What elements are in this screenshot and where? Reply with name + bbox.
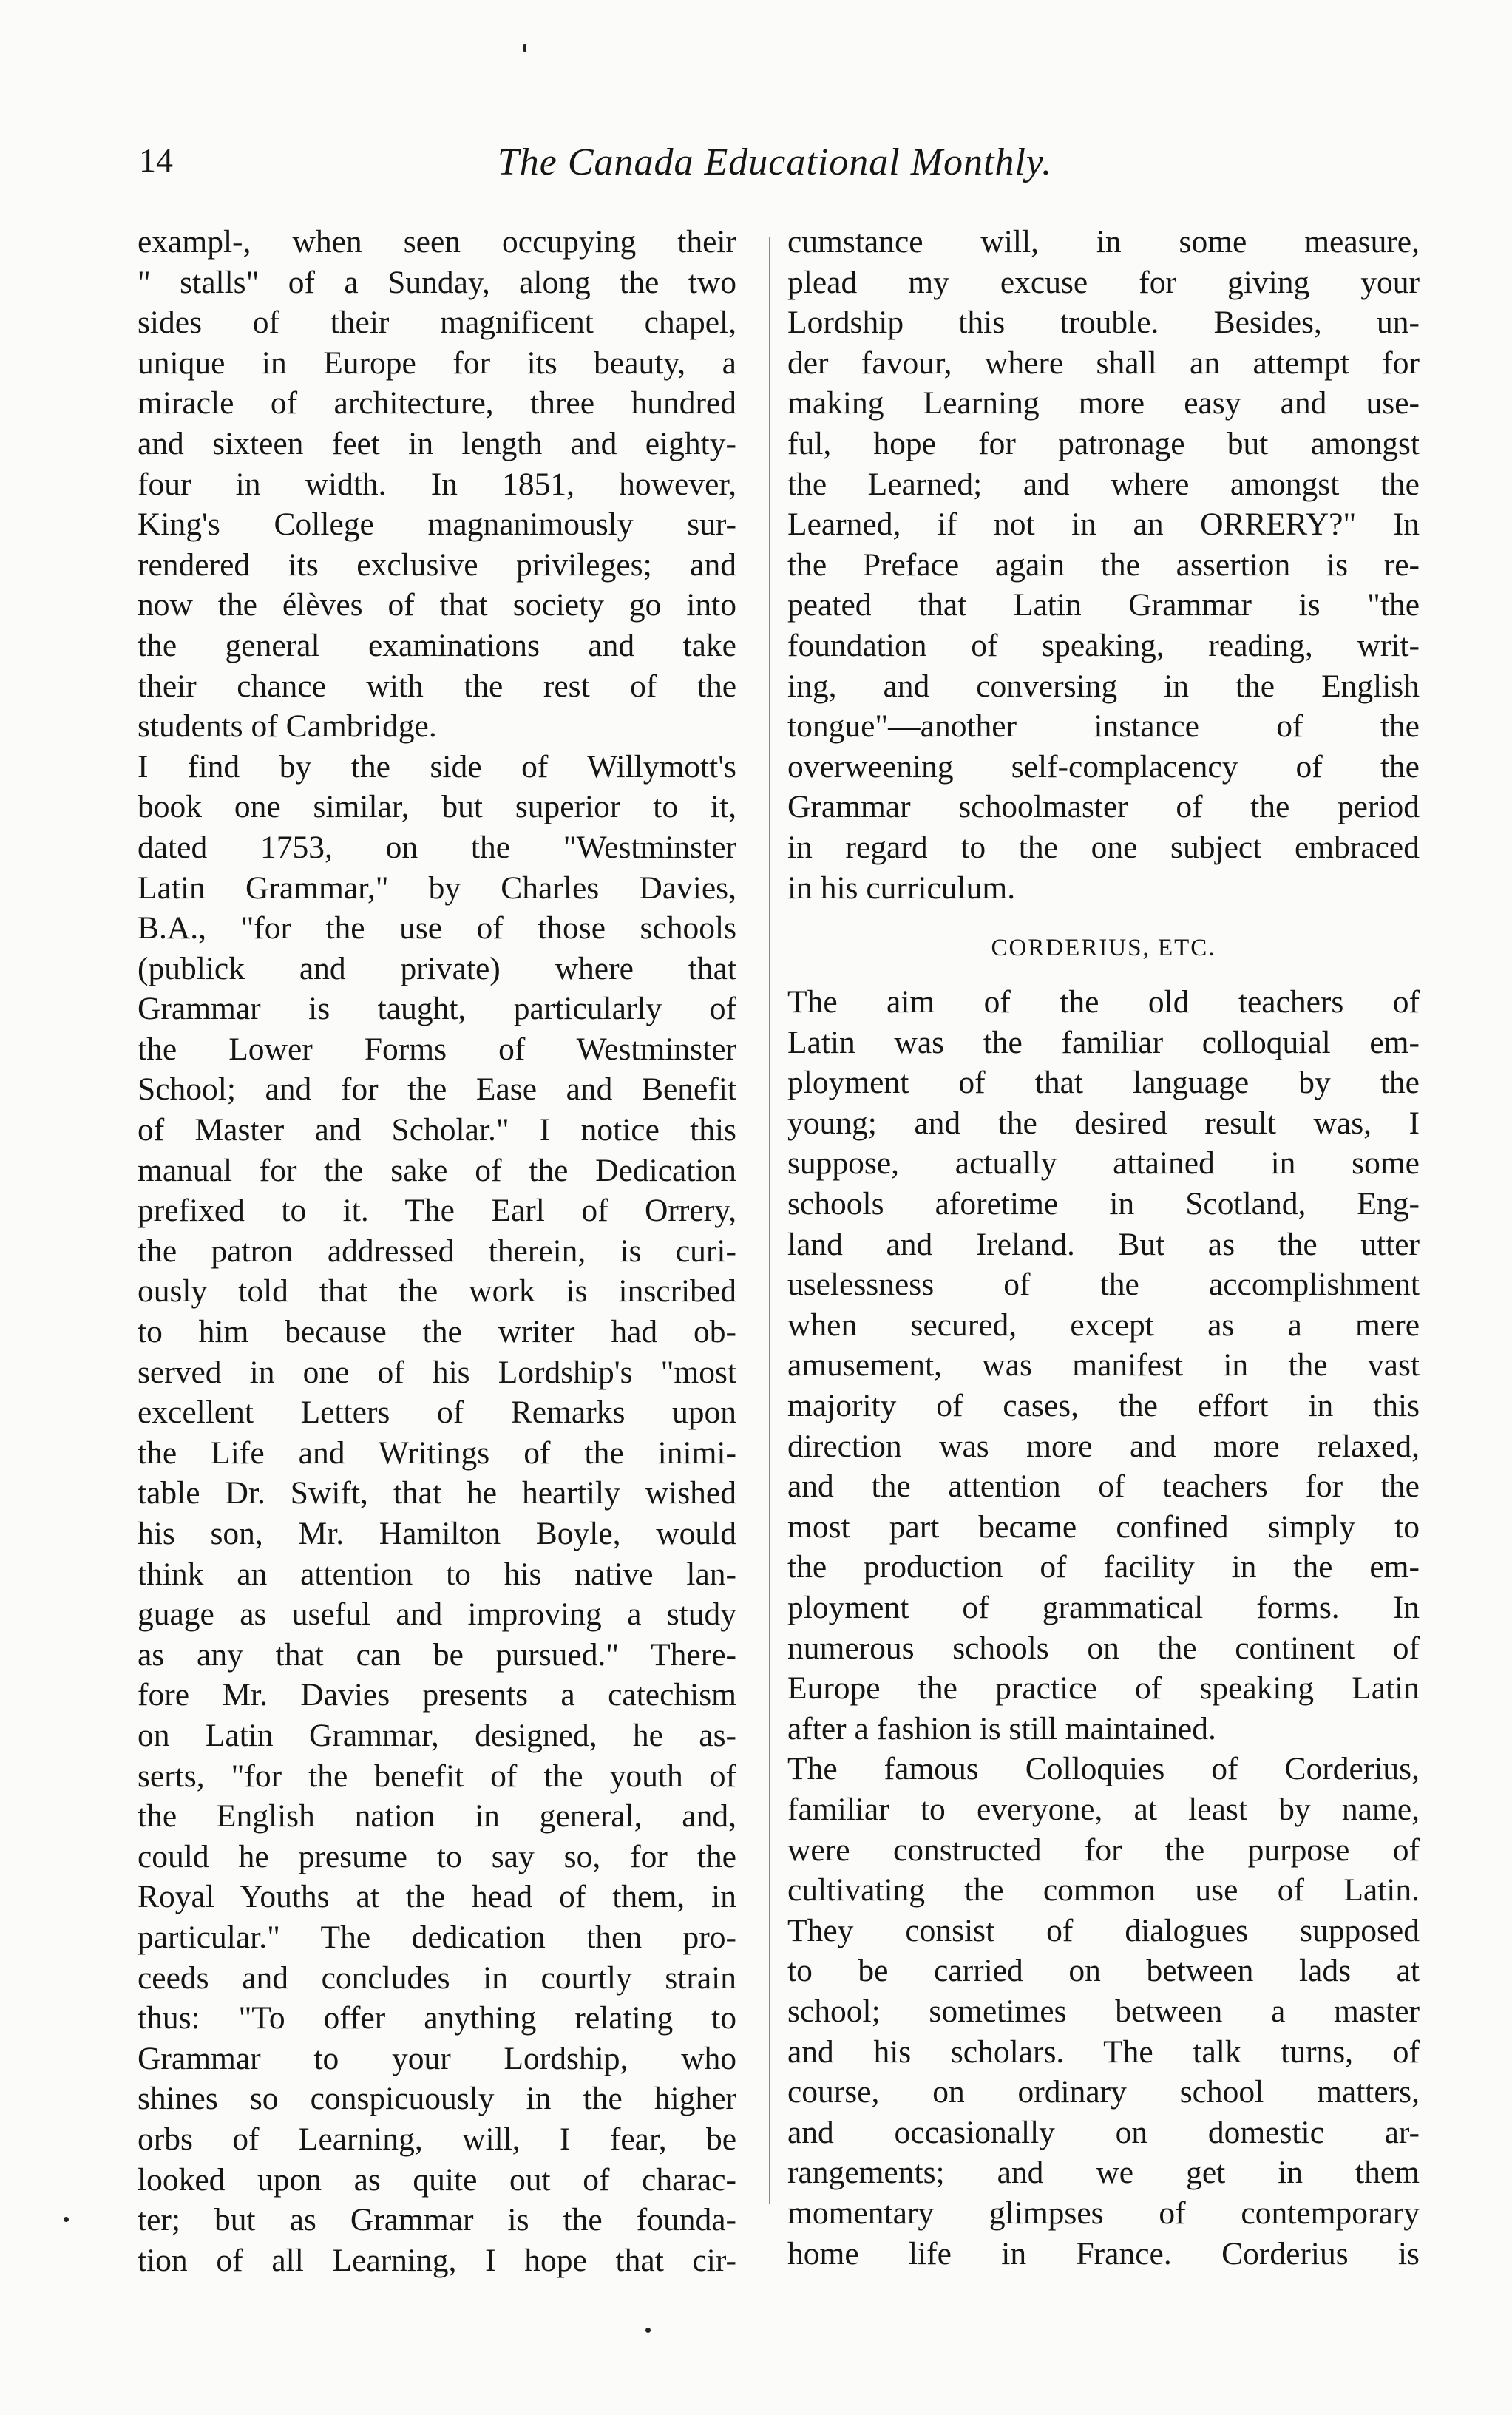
text-line: overweening self-complacency of the (787, 748, 1420, 785)
text-line: The famous Colloquies of Corderius, (787, 1751, 1420, 1787)
text-line: miracle of architecture, three hundred (138, 385, 736, 421)
text-line: home life in France. Corderius is (787, 2235, 1420, 2272)
text-line: young; and the desired result was, I (787, 1105, 1420, 1141)
text-line: rangements; and we get in them (787, 2155, 1420, 2191)
text-line: the Learned; and where amongst the (787, 466, 1420, 502)
text-line: Grammar to your Lordship, who (138, 2040, 736, 2076)
text-line: and the attention of teachers for the (787, 1469, 1420, 1505)
text-line: their chance with the rest of the (138, 668, 736, 704)
text-line: orbs of Learning, will, I fear, be (138, 2121, 736, 2157)
text-line: exampl-, when seen occupying their (138, 224, 736, 260)
text-line: The aim of the old teachers of (787, 984, 1420, 1020)
text-line: the English nation in general, and, (138, 1798, 736, 1835)
text-line: manual for the sake of the Dedication (138, 1152, 736, 1188)
text-line: cumstance will, in some measure, (787, 224, 1420, 260)
text-line: now the élèves of that society go into (138, 587, 736, 623)
text-line: amusement, was manifest in the vast (787, 1347, 1420, 1383)
running-title: The Canada Educational Monthly. (497, 141, 1053, 183)
text-line: ceeds and concludes in courtly strain (138, 1960, 736, 1996)
text-line: particular." The dedication then pro- (138, 1919, 736, 1955)
text-line: the production of facility in the em- (787, 1549, 1420, 1585)
text-line: ployment of grammatical forms. In (787, 1590, 1420, 1625)
text-line: rendered its exclusive privileges; and (138, 546, 736, 583)
text-line: Royal Youths at the head of them, in (138, 1879, 736, 1915)
text-line: thus: "To offer anything relating to (138, 2000, 736, 2036)
text-line: Grammar schoolmaster of the period (787, 789, 1420, 825)
page-speck (64, 2217, 69, 2222)
text-line: of Master and Scholar." I notice this (138, 1112, 736, 1148)
text-line: his son, Mr. Hamilton Boyle, would (138, 1516, 736, 1551)
text-line: ing, and conversing in the English (787, 668, 1420, 704)
text-line: They consist of dialogues supposed (787, 1912, 1420, 1948)
text-line: on Latin Grammar, designed, he as- (138, 1717, 736, 1753)
text-line: the general examinations and take (138, 627, 736, 663)
text-line: ful, hope for patronage but amongst (787, 425, 1420, 461)
text-line: the patron addressed therein, is curi- (138, 1233, 736, 1269)
text-line: land and Ireland. But as the utter (787, 1226, 1420, 1262)
text-line: ously told that the work is inscribed (138, 1273, 736, 1310)
text-line: table Dr. Swift, that he heartily wished (138, 1475, 736, 1511)
text-line: ployment of that language by the (787, 1065, 1420, 1101)
text-line: shines so conspicuously in the higher (138, 2081, 736, 2117)
text-line: served in one of his Lordship's "most (138, 1354, 736, 1390)
text-line: tion of all Learning, I hope that cir- (138, 2242, 736, 2278)
section-heading: CORDERIUS, ETC. (991, 935, 1216, 962)
right-column-bottom-text (787, 982, 1420, 2274)
text-line: uselessness of the accomplishment (787, 1267, 1420, 1303)
text-line: schools aforetime in Scotland, Eng- (787, 1186, 1420, 1222)
text-line: King's College magnanimously sur- (138, 507, 736, 543)
text-line: sides of their magnificent chapel, (138, 305, 736, 341)
text-line: in his curriculum. (787, 870, 1016, 906)
text-line: think an attention to his native lan- (138, 1556, 736, 1592)
text-line: suppose, actually attained in some (787, 1145, 1420, 1182)
text-line: the Preface again the assertion is re- (787, 546, 1420, 583)
text-line: B.A., "for the use of those schools (138, 910, 736, 946)
text-line: book one similar, but superior to it, (138, 789, 736, 825)
text-line: foundation of speaking, reading, writ- (787, 627, 1420, 663)
text-line: excellent Letters of Remarks upon (138, 1395, 736, 1431)
text-line: making Learning more easy and use- (787, 385, 1420, 421)
text-line: in regard to the one subject embraced (787, 829, 1420, 865)
text-line: Grammar is taught, particularly of (138, 991, 736, 1027)
text-line: direction was more and more relaxed, (787, 1428, 1420, 1464)
text-line: Learned, if not in an ORRERY?" In (787, 507, 1420, 543)
text-line: " stalls" of a Sunday, along the two (138, 264, 736, 300)
text-line: were constructed for the purpose of (787, 1832, 1420, 1868)
text-line: school; sometimes between a master (787, 1993, 1420, 2029)
text-line: familiar to everyone, at least by name, (787, 1791, 1420, 1827)
text-line: momentary glimpses of contemporary (787, 2195, 1420, 2231)
text-line: when secured, except as a mere (787, 1307, 1420, 1343)
text-line: plead my excuse for giving your (787, 264, 1420, 300)
text-line: most part became confined simply to (787, 1508, 1420, 1545)
text-line: numerous schools on the continent of (787, 1630, 1420, 1666)
text-line: four in width. In 1851, however, (138, 466, 736, 502)
text-line: the Life and Writings of the inimi- (138, 1435, 736, 1471)
column-divider (769, 237, 770, 2204)
text-line: Latin was the familiar colloquial em- (787, 1024, 1420, 1060)
text-line: after a fashion is still maintained. (787, 1710, 1216, 1747)
text-line: ter; but as Grammar is the founda- (138, 2202, 736, 2238)
text-line: der favour, where shall an attempt for (787, 345, 1420, 381)
text-line: could he presume to say so, for the (138, 1838, 736, 1874)
text-line: unique in Europe for its beauty, a (138, 345, 736, 381)
text-line: tongue"—another instance of the (787, 708, 1420, 745)
right-column-top-text (787, 222, 1420, 908)
text-line: Latin Grammar," by Charles Davies, (138, 870, 736, 906)
text-line: Europe the practice of speaking Latin (787, 1670, 1420, 1707)
text-line: prefixed to it. The Earl of Orrery, (138, 1193, 736, 1229)
text-line: fore Mr. Davies presents a catechism (138, 1677, 736, 1713)
page-speck (645, 2328, 651, 2333)
text-line: dated 1753, on the "Westminster (138, 829, 736, 865)
text-line: guage as useful and improving a study (138, 1596, 736, 1633)
text-line: looked upon as quite out of charac- (138, 2161, 736, 2198)
text-line: to be carried on between lads at (787, 1953, 1420, 1989)
text-line: to him because the writer had ob- (138, 1314, 736, 1350)
text-line: as any that can be pursued." There- (138, 1636, 736, 1673)
text-line: majority of cases, the effort in this (787, 1388, 1420, 1424)
text-line: I find by the side of Willymott's (138, 748, 736, 785)
text-line: the Lower Forms of Westminster (138, 1031, 736, 1067)
page-number: 14 (139, 141, 173, 179)
page-header (139, 140, 1411, 192)
left-column (138, 222, 736, 2280)
text-line: cultivating the common use of Latin. (787, 1872, 1420, 1908)
text-line: and his scholars. The talk turns, of (787, 2033, 1420, 2070)
text-line: and occasionally on domestic ar- (787, 2114, 1420, 2150)
text-line: and sixteen feet in length and eighty- (138, 425, 736, 461)
text-line: School; and for the Ease and Benefit (138, 1071, 736, 1108)
text-line: course, on ordinary school matters, (787, 2074, 1420, 2110)
text-line: peated that Latin Grammar is "the (787, 587, 1420, 623)
text-line: Lordship this trouble. Besides, un- (787, 305, 1420, 341)
page-speck (523, 44, 526, 52)
text-line: serts, "for the benefit of the youth of (138, 1758, 736, 1794)
text-line: students of Cambridge. (138, 708, 437, 745)
text-line: (publick and private) where that (138, 950, 736, 986)
right-column (787, 222, 1420, 2274)
